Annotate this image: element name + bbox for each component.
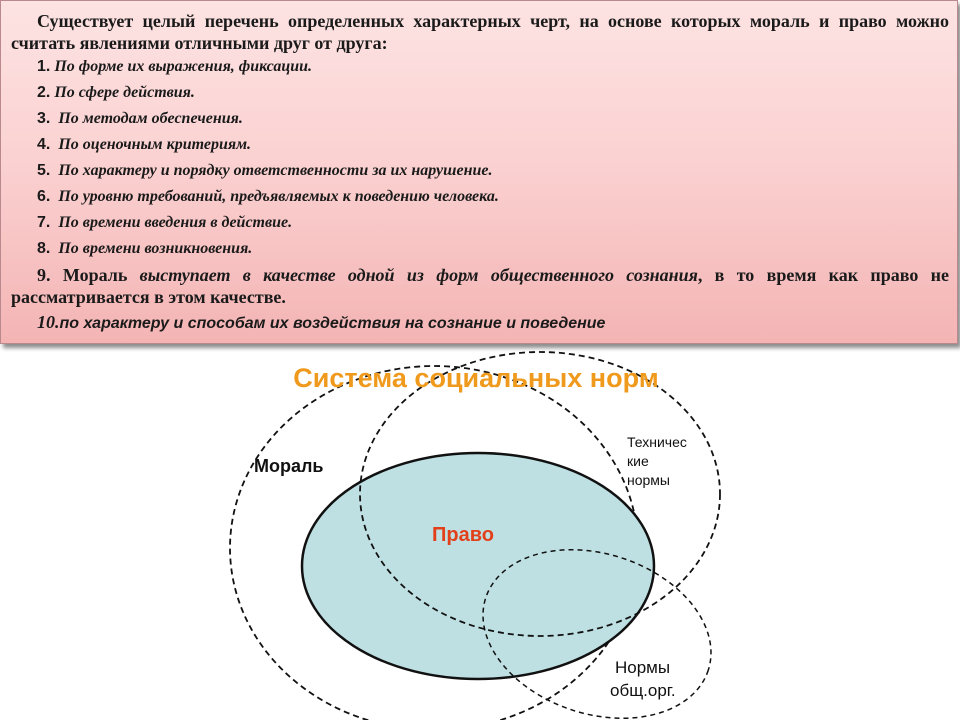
item-number: 3. xyxy=(37,110,51,127)
item-text: по характеру и способам их воздействия на сознание и поведение xyxy=(59,315,606,332)
item-number: 10. xyxy=(37,312,60,332)
list-item-2 xyxy=(11,80,949,106)
item9-italic: выступает в качестве одной из форм общественного сознания xyxy=(139,265,698,285)
law-label: Право xyxy=(432,524,494,546)
item-text: По оценочным критериям. xyxy=(58,136,252,153)
item-number: 5. xyxy=(37,162,51,179)
item-text: По методам обеспечения. xyxy=(58,110,243,127)
list-item-9 xyxy=(11,264,949,308)
list-item-10 xyxy=(11,308,949,338)
diagram-title: Система социальных норм xyxy=(293,363,659,393)
item-number: 8. xyxy=(37,240,51,257)
intro-paragraph: Существует целый перечень определенных характерных черт, на основе которых мораль и право можно считать явлениями отличными друг от друга: xyxy=(11,11,949,53)
list-item-1 xyxy=(11,54,949,80)
item-text: По сфере действия. xyxy=(54,84,195,101)
item-text: По форме их выражения, фиксации. xyxy=(54,58,313,75)
item-number: 4. xyxy=(37,136,51,153)
law-ellipse xyxy=(302,453,654,679)
list-item-5 xyxy=(11,158,949,184)
item-text: По времени введения в действие. xyxy=(58,214,293,231)
item-text: По уровню требований, предъявляемых к поведению человека. xyxy=(58,188,499,205)
list-item-6 xyxy=(11,184,949,210)
moral-label: Мораль xyxy=(254,456,324,476)
comparison-text-box xyxy=(0,0,958,344)
item-text: По характеру и порядку ответственности за их нарушение. xyxy=(58,162,493,179)
list-item-4 xyxy=(11,132,949,158)
technical-norms-label-line2: кие xyxy=(627,453,649,469)
item9-tail: , в то время как право не рассматривается в этом качестве. xyxy=(11,265,950,307)
item-number: 9. xyxy=(37,265,51,285)
public-org-norms-label-line1: Нормы xyxy=(615,658,671,677)
item-number: 6. xyxy=(37,188,51,205)
social-norms-diagram xyxy=(0,344,960,720)
item-number: 7. xyxy=(37,214,51,231)
public-org-norms-label-line2: общ.орг. xyxy=(610,681,676,700)
list-item-7 xyxy=(11,210,949,236)
item9-subject: Мораль xyxy=(62,265,128,285)
list-item-3 xyxy=(11,106,949,132)
item-number: 2. xyxy=(37,84,51,101)
technical-norms-label-line3: нормы xyxy=(627,472,670,488)
item-number: 1. xyxy=(37,58,51,75)
list-item-8 xyxy=(11,236,949,262)
item-text: По времени возникновения. xyxy=(58,240,253,257)
technical-norms-label-line1: Техничес xyxy=(627,434,687,450)
